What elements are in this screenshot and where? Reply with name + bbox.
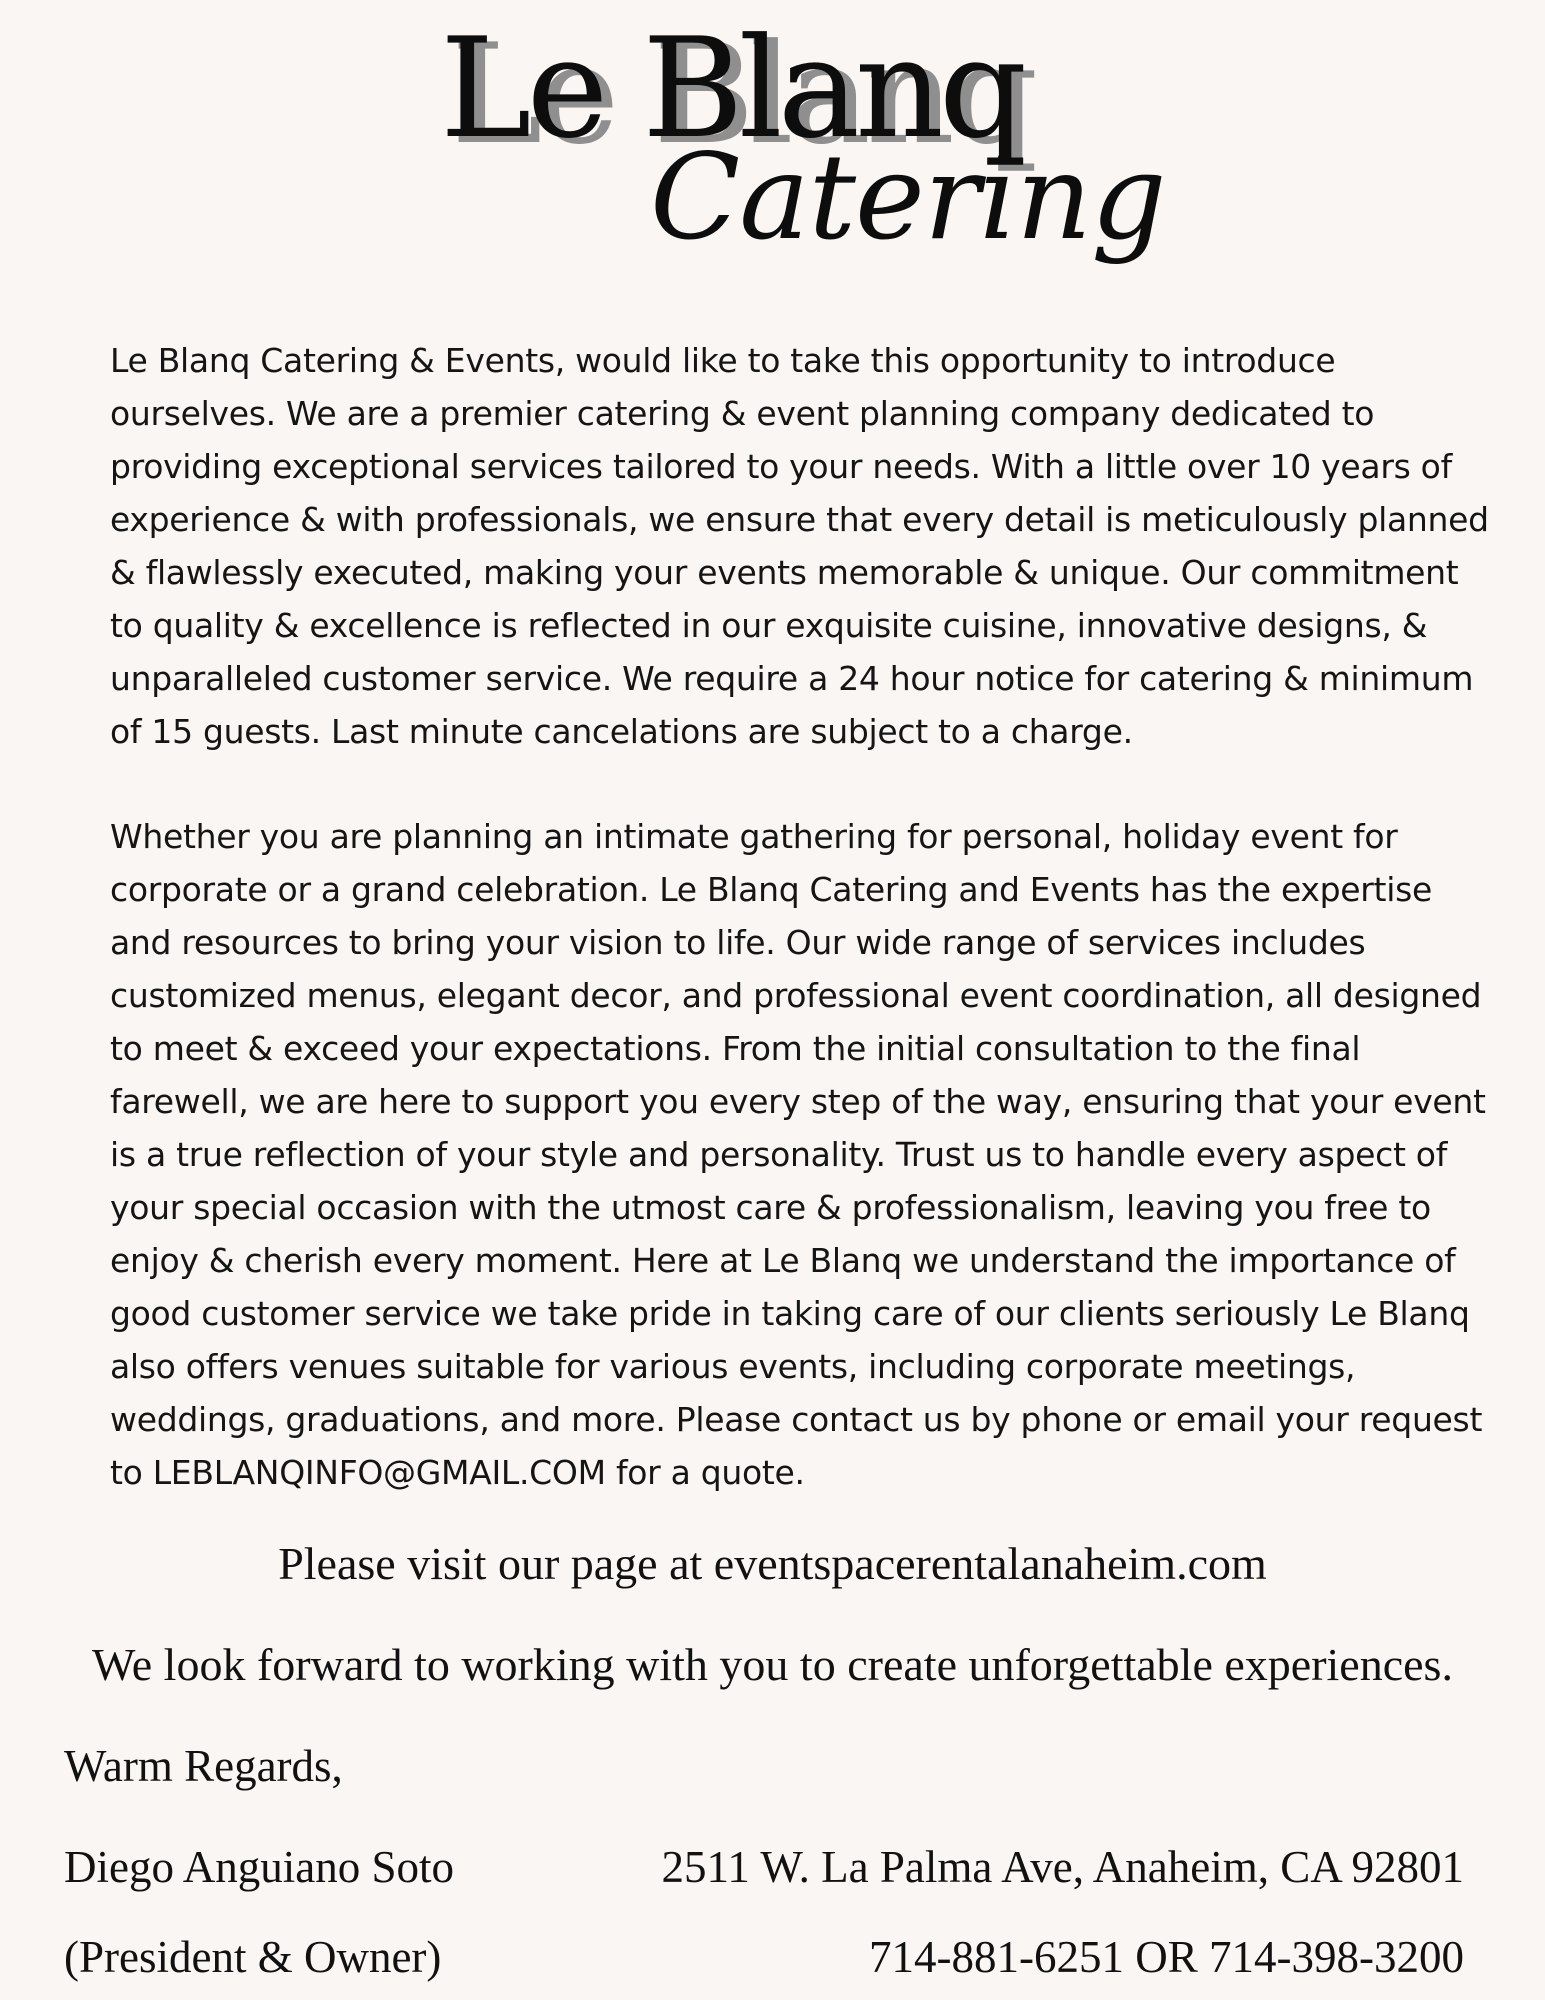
- signer-title: (President & Owner): [64, 1932, 442, 1982]
- signer-name: Diego Anguiano Soto: [64, 1842, 454, 1892]
- closing-salutation: Warm Regards,: [64, 1741, 343, 1791]
- logo-subtitle: Catering: [650, 128, 1166, 266]
- intro-paragraph: Le Blanq Catering & Events, would like to take this opportunity to introduce ourselves. We are a premier catering & event planning company dedicated to providing exceptional services tailored to your needs. With a little over 10 years of experience & with professionals, we ensure that every detail is meticulously planned & flawlessly executed, making your events memorable & unique. Our commitment to quality & excellence is reflected in our exquisite cuisine, innovative designs, & unparalleled customer service. We require a 24 hour notice for catering & minimum of 15 guests. Last minute cancelations are subject to a charge.: [110, 341, 1489, 751]
- closing-statement: We look forward to working with you to create unforgettable experiences.: [92, 1639, 1453, 1690]
- services-paragraph: Whether you are planning an intimate gathering for personal, holiday event for corporate or a grand celebration. Le Blanq Catering and Events has the expertise and resources to bring your vision to life. Our wide range of services includes customized menus, elegant decor, and professional event coordination, all designed to meet & exceed your expectations. From the initial consultation to the final farewell, we are here to support you every step of the way, ensuring that your event is a true reflection of your style and personality. Trust us to handle every aspect of your special occasion with the utmost care & professionalism, leaving you free to enjoy & cherish every moment. Here at Le Blanq we understand the importance of good customer service we take pride in taking care of our clients seriously Le Blanq also offers venues suitable for various events, including corporate meetings, weddings, graduations, and more. Please contact us by phone or email your request to LEBLANQINFO@GMAIL.COM for a quote.: [110, 817, 1486, 1492]
- business-address: 2511 W. La Palma Ave, Anaheim, CA 92801: [661, 1842, 1464, 1892]
- business-phone: 714-881-6251 OR 714-398-3200: [869, 1932, 1464, 1982]
- logo-title: Le Blanq: [440, 8, 1023, 169]
- website-line: Please visit our page at eventspacerentalanaheim.com: [278, 1538, 1267, 1589]
